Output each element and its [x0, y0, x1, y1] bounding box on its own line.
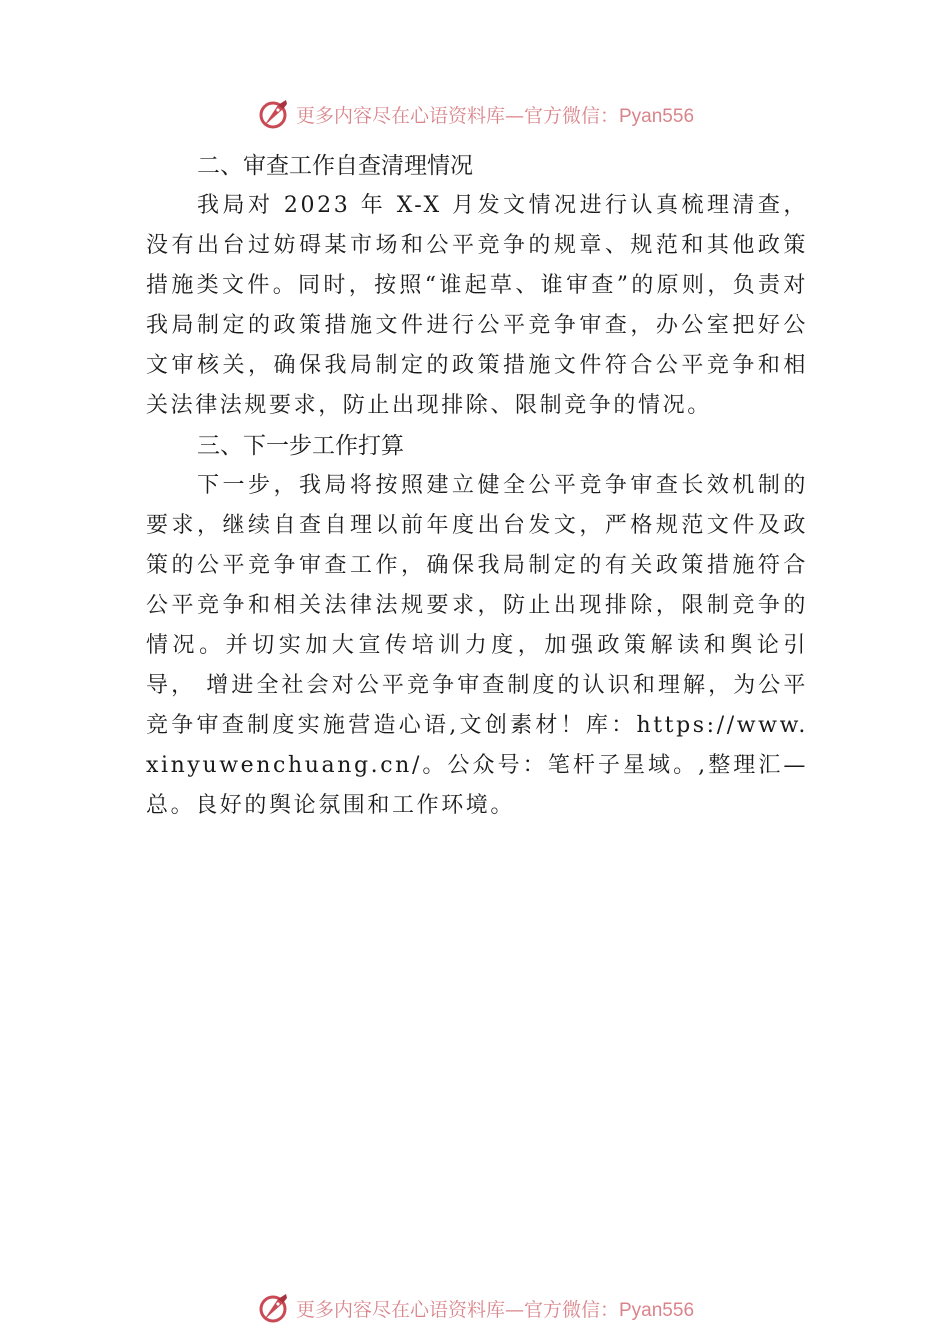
section-heading: 二、审查工作自查清理情况	[197, 153, 473, 179]
banner-wechat-id: Pyan556	[619, 1299, 695, 1321]
banner-text: 更多内容尽在心语资料库—官方微信：Pyan556	[295, 104, 695, 127]
section-paragraph: 我局对 2023 年 X-X 月发文情况进行认真梳理清查，没有出台过妨碍某市场和公平竞争的规章、规范和其他政策措施类文件。同时，按照“谁起草、谁审查”的原则，负责对我局制定的政策措施文件进行公平竞争审查，办公室把好公文审核关，确保我局制定的政策措施文件符合公平竞争和相关法律法规要求，防止出现排除、限制竞争的情况。	[146, 193, 808, 418]
footer-banner	[0, 1288, 950, 1328]
header-banner	[0, 94, 950, 134]
banner-wechat-id: Pyan556	[619, 105, 695, 127]
pen-nib-logo-icon	[256, 1290, 292, 1326]
pen-nib-logo-icon	[256, 96, 292, 132]
document-body	[146, 146, 808, 826]
section-heading: 三、下一步工作打算	[197, 433, 404, 459]
section-paragraph: 下一步，我局将按照建立健全公平竞争审查长效机制的要求，继续自查自理以前年度出台发文，严格规范文件及政策的公平竞争审查工作，确保我局制定的有关政策措施符合公平竞争和相关法律法规要求，防止出现排除，限制竞争的情况。并切实加大宣传培训力度，加强政策解读和舆论引导， 增进全社会对公平竞争审查制度的认识和理解，为公平竞争审查制度实施营造心语,文创素材！库：https://www.xinyuwenchuang.cn/。公众号：笔杆子星域。,整理汇—总。良好的舆论氛围和工作环境。	[146, 473, 808, 818]
banner-text: 更多内容尽在心语资料库—官方微信：Pyan556	[295, 1298, 695, 1321]
